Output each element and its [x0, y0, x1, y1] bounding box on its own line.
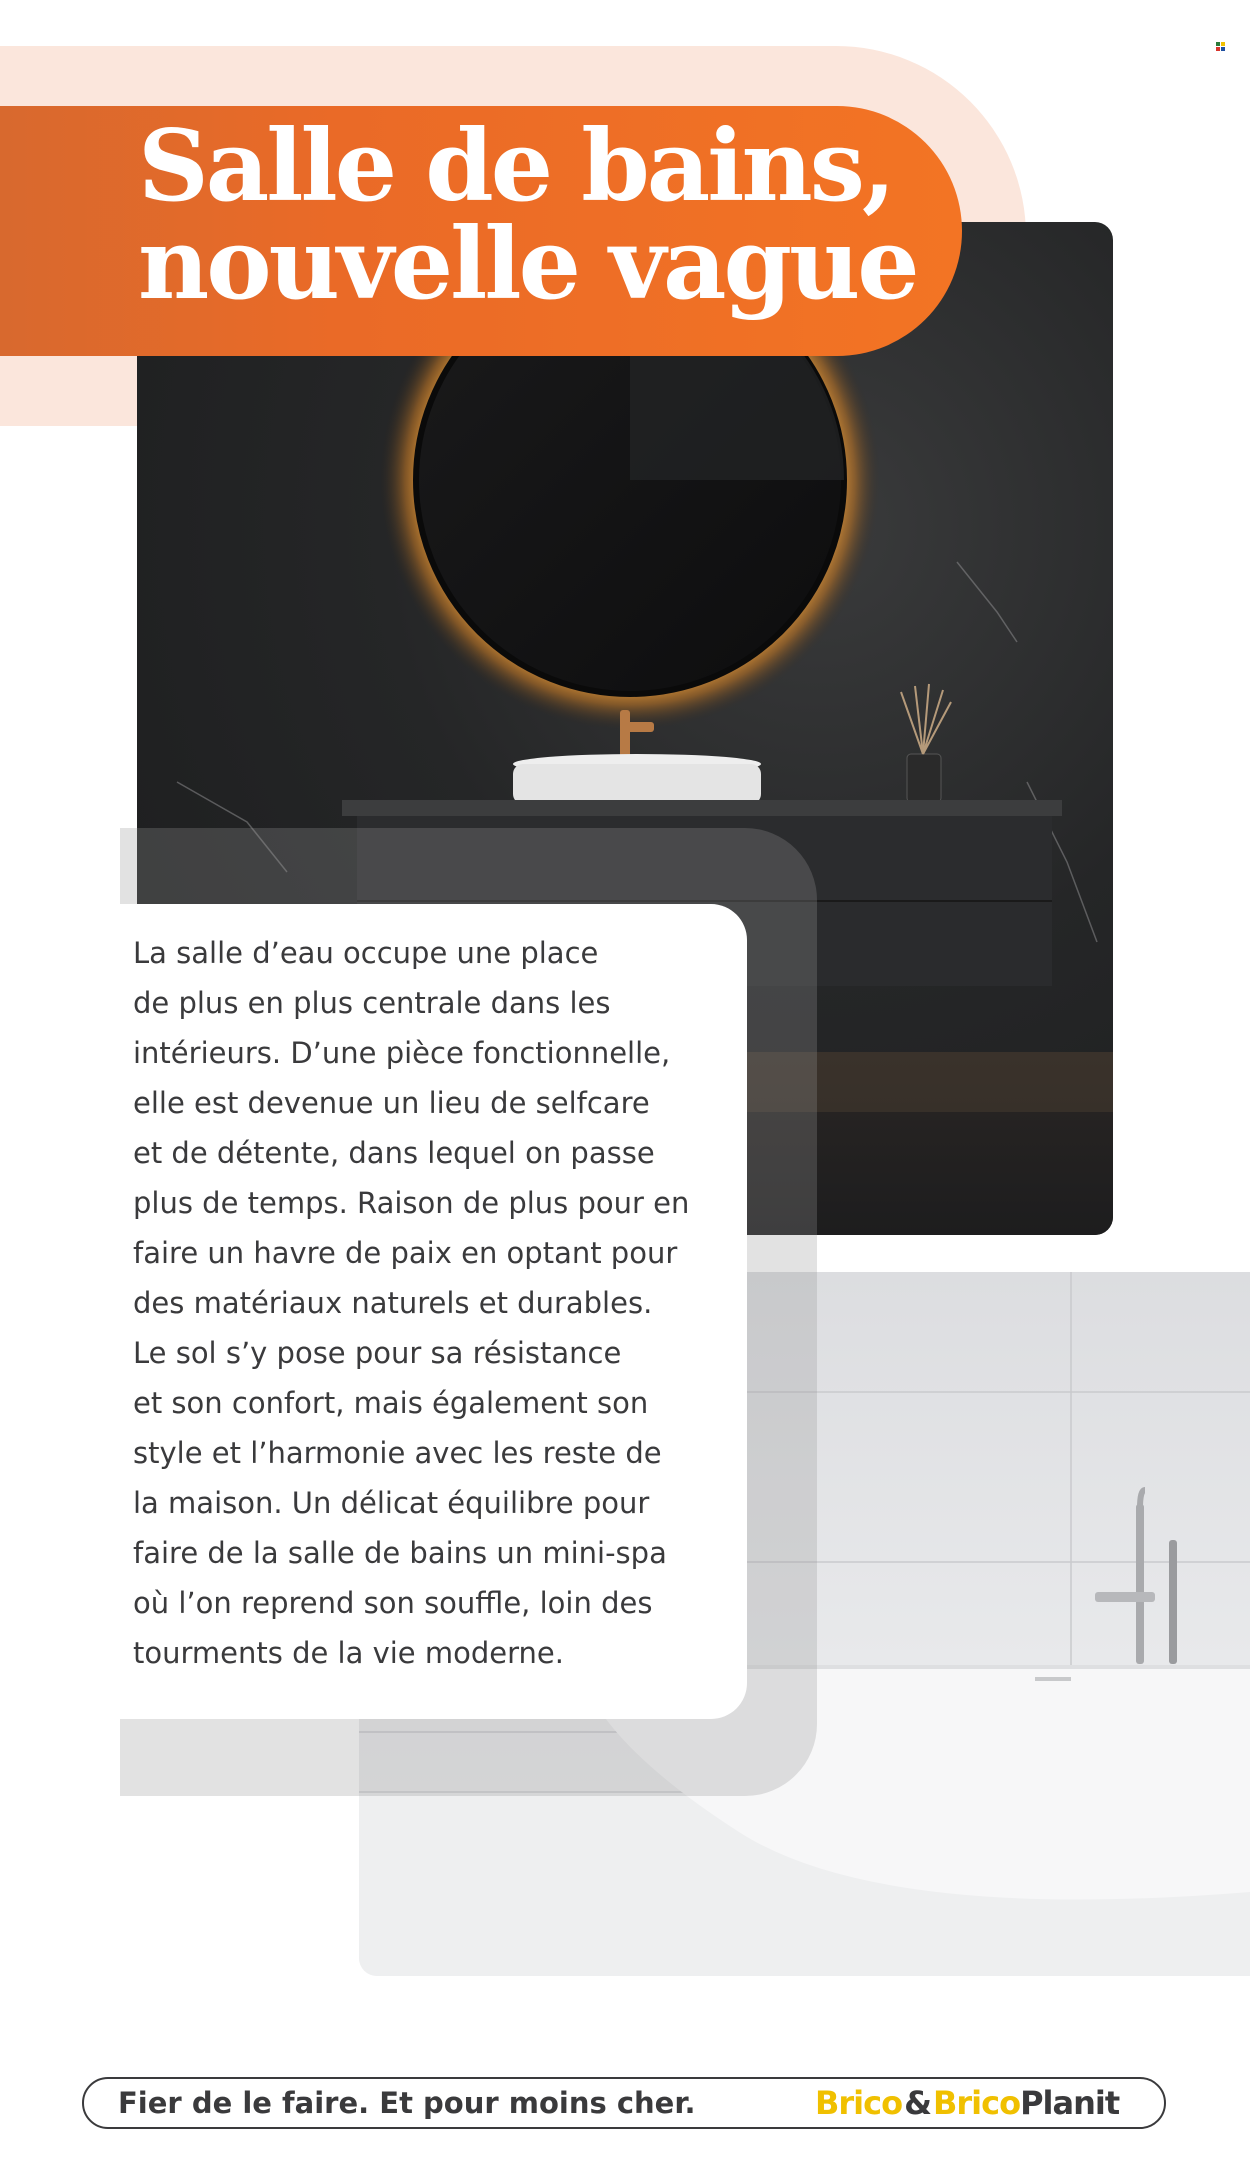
body-line: et son confort, mais également son: [133, 1386, 649, 1420]
corner-color-mark-icon: [1216, 42, 1226, 52]
footer-tagline: Fier de le faire. Et pour moins cher.: [118, 2086, 696, 2120]
body-line: faire un havre de paix en optant pour: [133, 1236, 678, 1270]
article-body: [133, 928, 733, 1678]
body-line: de plus en plus centrale dans les: [133, 986, 611, 1020]
body-line: plus de temps. Raison de plus pour en: [133, 1186, 690, 1220]
body-line: intérieurs. D’une pièce fonctionnelle,: [133, 1036, 671, 1070]
body-line: elle est devenue un lieu de selfcare: [133, 1086, 650, 1120]
body-line: style et l’harmonie avec les reste de: [133, 1436, 662, 1470]
logo-planit: Planit: [1020, 2084, 1120, 2122]
page-title: [138, 109, 958, 322]
body-line: faire de la salle de bains un mini-spa: [133, 1536, 667, 1570]
logo-ampersand: &: [904, 2084, 931, 2122]
body-line: où l’on reprend son souffle, loin des: [133, 1586, 653, 1620]
body-line: des matériaux naturels et durables.: [133, 1286, 653, 1320]
logo-brico: Brico: [815, 2084, 903, 2122]
logo-brico-2: Brico: [933, 2084, 1021, 2122]
body-line: La salle d’eau occupe une place: [133, 936, 599, 970]
body-line: Le sol s’y pose pour sa résistance: [133, 1336, 622, 1370]
title-line-2: nouvelle vague: [138, 207, 917, 322]
title-line-1: Salle de bains,: [138, 109, 893, 224]
brico-planit-logo[interactable]: [815, 2083, 1119, 2123]
body-line: et de détente, dans lequel on passe: [133, 1136, 655, 1170]
body-line: tourments de la vie moderne.: [133, 1636, 564, 1670]
body-line: la maison. Un délicat équilibre pour: [133, 1486, 650, 1520]
